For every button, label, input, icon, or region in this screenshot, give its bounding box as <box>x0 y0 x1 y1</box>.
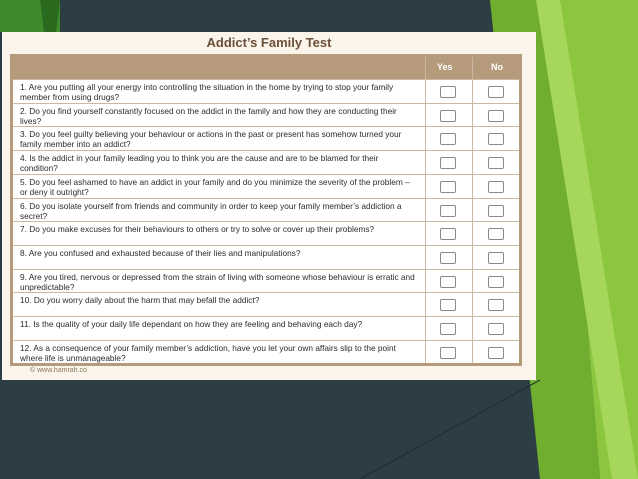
yes-column-header: Yes <box>437 62 453 72</box>
yes-checkbox[interactable] <box>440 86 456 98</box>
question-text: 12. As a consequence of your family member’s addiction, have you let your own affairs slip to the point where life is unmanageable? <box>20 342 396 363</box>
no-checkbox[interactable] <box>488 110 504 122</box>
no-checkbox[interactable] <box>488 323 504 335</box>
question-text: 10. Do you worry daily about the harm that may befall the addict? <box>20 295 260 306</box>
no-checkbox[interactable] <box>488 299 504 311</box>
question-text: 8. Are you confused and exhausted because of their lies and manipulations? <box>20 247 301 258</box>
table-row <box>13 150 519 175</box>
question-text: 3. Do you feel guilty believing your behaviour or actions in the past or present has somehow turned your family member into an addict? <box>20 129 402 150</box>
questionnaire-table <box>10 54 522 366</box>
no-checkbox[interactable] <box>488 276 504 288</box>
table-row <box>13 198 519 223</box>
yes-checkbox[interactable] <box>440 157 456 169</box>
document-title: Addict’s Family Test <box>206 35 332 50</box>
no-checkbox[interactable] <box>488 205 504 217</box>
yes-checkbox[interactable] <box>440 133 456 145</box>
table-row <box>13 245 519 270</box>
question-text: 4. Is the addict in your family leading you to think you are the cause and are to be blamed for their condition? <box>20 153 379 174</box>
no-checkbox[interactable] <box>488 157 504 169</box>
yes-checkbox[interactable] <box>440 228 456 240</box>
yes-checkbox[interactable] <box>440 347 456 359</box>
no-column-header: No <box>491 62 503 72</box>
question-text: 11. Is the quality of your daily life dependant on how they are feeling and behaving each day? <box>20 319 363 329</box>
question-text: 5. Do you feel ashamed to have an addict in your family and do you minimize the severity of the problem – or deny it outright? <box>20 176 410 197</box>
table-row <box>13 174 519 199</box>
source-credit: © www.hamrah.co <box>30 367 87 374</box>
question-text: 2. Do you find yourself constantly focused on the addict in the family and how they are conducting their lives? <box>20 105 397 126</box>
question-text: 9. Are you tired, nervous or depressed from the strain of living with someone whose behaviour is erratic and unpredictable? <box>20 271 415 292</box>
table-row <box>13 103 519 128</box>
no-checkbox[interactable] <box>488 86 504 98</box>
yes-checkbox[interactable] <box>440 276 456 288</box>
table-row <box>13 292 519 317</box>
table-header <box>13 57 519 79</box>
question-text: 6. Do you isolate yourself from friends and community in order to keep your family member’s addiction a secret? <box>20 200 402 221</box>
table-row <box>13 316 519 341</box>
table-row <box>13 126 519 151</box>
question-text: 7. Do you make excuses for their behaviours to others or try to solve or cover up their problems? <box>20 224 375 235</box>
table-row <box>13 340 519 365</box>
table-row <box>13 221 519 246</box>
yes-checkbox[interactable] <box>440 205 456 217</box>
test-card <box>2 32 536 380</box>
no-checkbox[interactable] <box>488 252 504 264</box>
table-row <box>13 269 519 294</box>
yes-checkbox[interactable] <box>440 110 456 122</box>
no-checkbox[interactable] <box>488 347 504 359</box>
yes-checkbox[interactable] <box>440 323 456 335</box>
no-checkbox[interactable] <box>488 181 504 193</box>
table-row <box>13 79 519 104</box>
question-text: 1. Are you putting all your energy into controlling the situation in the home by trying to stop your family member from using drugs? <box>20 82 394 102</box>
no-checkbox[interactable] <box>488 228 504 240</box>
yes-checkbox[interactable] <box>440 181 456 193</box>
no-checkbox[interactable] <box>488 133 504 145</box>
yes-checkbox[interactable] <box>440 252 456 264</box>
yes-checkbox[interactable] <box>440 299 456 311</box>
